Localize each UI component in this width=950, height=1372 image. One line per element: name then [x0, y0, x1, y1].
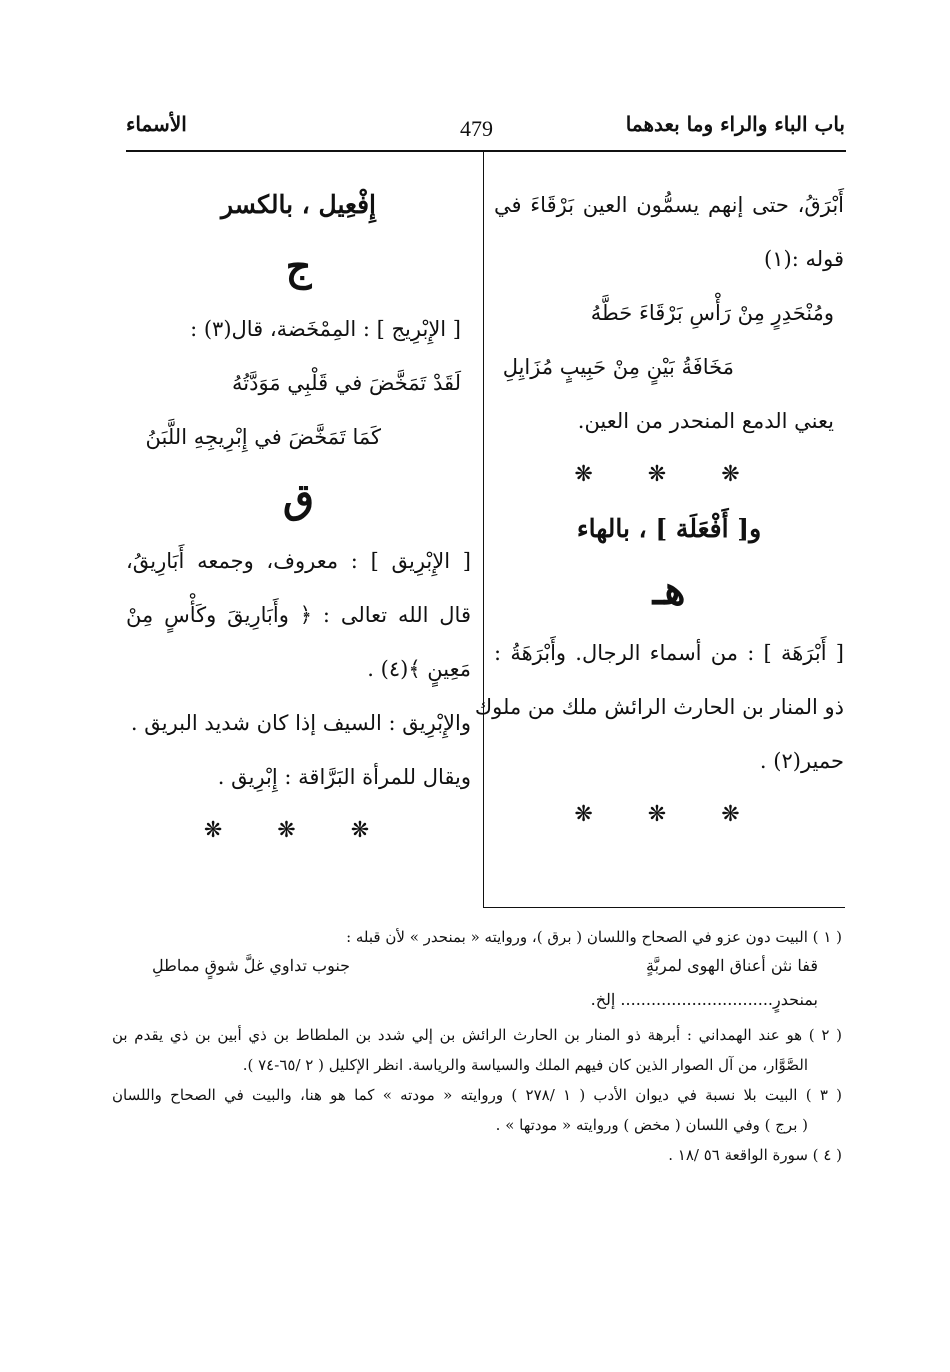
section-separator-stars: ❋ ❋ ❋ [574, 462, 764, 487]
footnote-verse [112, 986, 842, 1020]
text-line: أَبْرَقُ، حتى إنهم يسمُّون العين بَرْقَاءَ في [494, 193, 844, 217]
verse-line: كَمَا تَمَخَّضَ في إِبْرِيجِهِ اللَّبَنُ [145, 425, 381, 449]
header-rule [126, 150, 846, 152]
entry-line: حمير(٢) . [759, 749, 844, 773]
entry-line: [ الإِبْرِيج ] : المِمْخَضة، قال(٣) : [190, 317, 461, 341]
entry-line: [ الإِبْرِيق ] : معروف، وجمعه أَبَارِيقُ، [126, 549, 471, 573]
letter-heading-ha: هـ [652, 567, 686, 614]
verse-line: لَقَدْ تَمَخَّضَ في قَلْبِي مَوَدَّتُهُ [232, 371, 461, 395]
entry-line: ذو المنار بن الحارث الرائش ملك من ملوك [474, 695, 844, 719]
entry-line: [ أَبْرَهَة ] : من أسماء الرجال. وأَبْرَهَةُ : [494, 641, 844, 665]
letter-heading-qaf: ق [282, 475, 315, 522]
verse-continuation: بمنحدرٍ.............................. إلخ. [590, 990, 818, 1009]
verse-line: مَخَافَةُ بَيْنٍ مِنْ حَبِيبٍ مُزَايِلِ [502, 355, 734, 379]
section-label: الأسماء [126, 112, 187, 136]
column-divider [483, 152, 484, 907]
text-line: يعني الدمع المنحدر من العين. [577, 409, 834, 433]
left-column [126, 178, 471, 858]
footnote-rule [483, 907, 845, 908]
footnote-2-cont: الصَّوَّار، من آل الصوار الذين كان فيهم الملك والسياسة والرياسة. انظر الإكليل ( ٢ /٦٥-٧٤ ). [242, 1056, 808, 1074]
footnote-3-cont: ( برج ) وفي اللسان ( مخض ) وروايته « مودتها » . [495, 1116, 808, 1134]
right-column [474, 178, 844, 842]
verse-hemistich-1: قفا نثن أعناق الهوى لمربَّةٍ [646, 956, 818, 975]
footnote-1: ( ١ ) البيت دون عزو في الصحاح واللسان ( برق )، وروايته « بمنحدر » لأن قبله : [346, 928, 842, 946]
chapter-title: باب الباء والراء وما بعدهما [625, 112, 845, 136]
entry-line: والإِبْرِيق : السيف إذا كان شديد البريق . [130, 711, 471, 735]
footnote-verse [112, 952, 842, 986]
footnote-4: ( ٤ ) سورة الواقعة ٥٦ /١٨ . [668, 1146, 842, 1164]
entry-line: مَعِينٍ ﴾(٤) . [367, 657, 471, 681]
letter-heading-jim: ج [285, 243, 312, 290]
footnote-2: ( ٢ ) هو عند الهمداني : أبرهة ذو المنار بن الحارث الرائش بن إلي شدد بن الملطاط بن ذي أبين بن ذي يقدم بن [112, 1026, 842, 1044]
footnote-3: ( ٣ ) البيت بلا نسبة في ديوان الأدب ( ١ /٢٧٨ ) وروايته « مودته » كما هو هنا، والبيت في الصحاح واللسان [112, 1086, 842, 1104]
page-number: 479 [460, 116, 493, 141]
footnotes [112, 922, 842, 1170]
verse-line: ومُنْحَدِرٍ مِنْ رَأْسِ بَرْقَاءَ حَطَّهُ [590, 301, 834, 325]
section-separator-stars: ❋ ❋ ❋ [574, 802, 764, 827]
page-header [120, 112, 845, 148]
verse-hemistich-2: جنوب تداوي غلَّ شوقٍ مماطلِ [152, 956, 351, 975]
entry-line: قال الله تعالى : ﴿ وأَبَارِيقَ وكَأْسٍ مِنْ [126, 603, 471, 627]
entry-line: ويقال للمرأة البَرَّاقة : إِبْرِيق . [217, 765, 471, 789]
section-heading: و[ أَفْعَلَة ] ، بالهاء [576, 514, 762, 543]
section-heading: إِفْعِيل ، بالكسر [220, 190, 376, 219]
section-separator-stars: ❋ ❋ ❋ [203, 818, 394, 843]
text-line: قوله :(١) [764, 247, 844, 271]
